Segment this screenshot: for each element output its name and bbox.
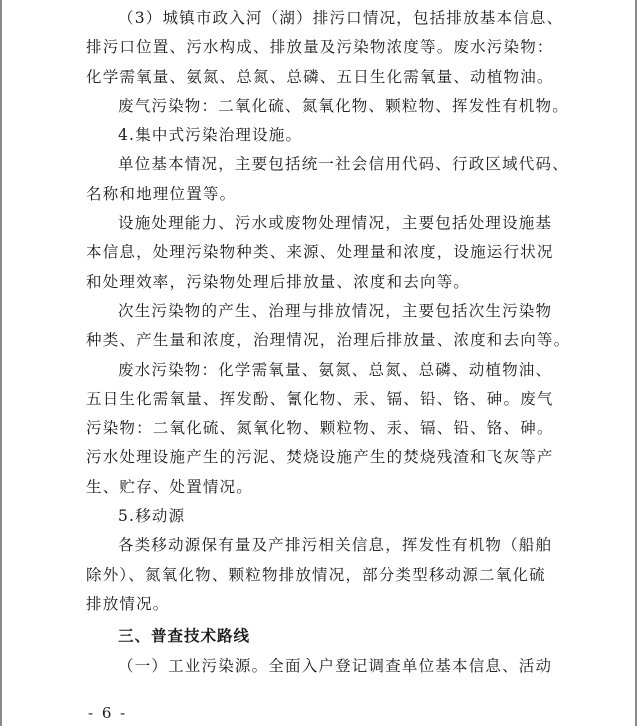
page-number: - 6 - (88, 704, 128, 722)
text-line: 种类、产生量和浓度，治理情况，治理后排放量、浓度和去向等。 (86, 331, 571, 350)
subsection-heading: 4.集中式污染治理设施。 (118, 126, 303, 145)
text-line: 排放情况。 (86, 594, 170, 613)
text-line: 五日生化需氧量、挥发酚、氰化物、汞、镉、铅、铬、砷。废气 (86, 389, 554, 408)
text-line: 排污口位置、污水构成、排放量及污染物浓度等。废水污染物： (86, 38, 554, 57)
text-line: 单位基本情况，主要包括统一社会信用代码、行政区域代码、 (118, 155, 569, 174)
text-line: 设施处理能力、污水或废物处理情况，主要包括处理设施基 (118, 214, 553, 233)
text-line: （一）工业污染源。全面入户登记调查单位基本信息、活动 (118, 656, 553, 675)
text-line: 化学需氧量、氨氮、总氮、总磷、五日生化需氧量、动植物油。 (86, 67, 554, 86)
text-line: 生、贮存、处置情况。 (86, 477, 254, 496)
page-border-left (0, 0, 2, 726)
text-line: 污染物：二氧化硫、氮氧化物、颗粒物、汞、镉、铅、铬、砷。 (86, 419, 554, 438)
text-line: 污水处理设施产生的污泥、焚烧设施产生的焚烧残渣和飞灰等产 (86, 448, 554, 467)
subsection-heading: 5.移动源 (118, 507, 186, 526)
text-line: 和处理效率，污染物处理后排放量、浓度和去向等。 (86, 272, 471, 291)
text-line: 次生污染物的产生、治理与排放情况，主要包括次生污染物 (118, 301, 553, 320)
text-line: 各类移动源保有量及产排污相关信息，挥发性有机物（船舶 (118, 536, 553, 555)
text-line: 名称和地理位置等。 (86, 184, 237, 203)
text-line: 废气污染物：二氧化硫、氮氧化物、颗粒物、挥发性有机物。 (118, 96, 569, 115)
document-page (86, 4, 571, 681)
text-line: （3）城镇市政入河（湖）排污口情况，包括排放基本信息、 (118, 9, 564, 27)
text-line: 除外）、氮氧化物、颗粒物排放情况，部分类型移动源二氧化硫 (86, 565, 546, 584)
text-line: 废水污染物：化学需氧量、氨氮、总氮、总磷、动植物油、 (118, 360, 553, 379)
text-line: 本信息，处理污染物种类、来源、处理量和浓度，设施运行状况 (86, 243, 554, 262)
section-heading: 三、普查技术路线 (118, 627, 251, 646)
